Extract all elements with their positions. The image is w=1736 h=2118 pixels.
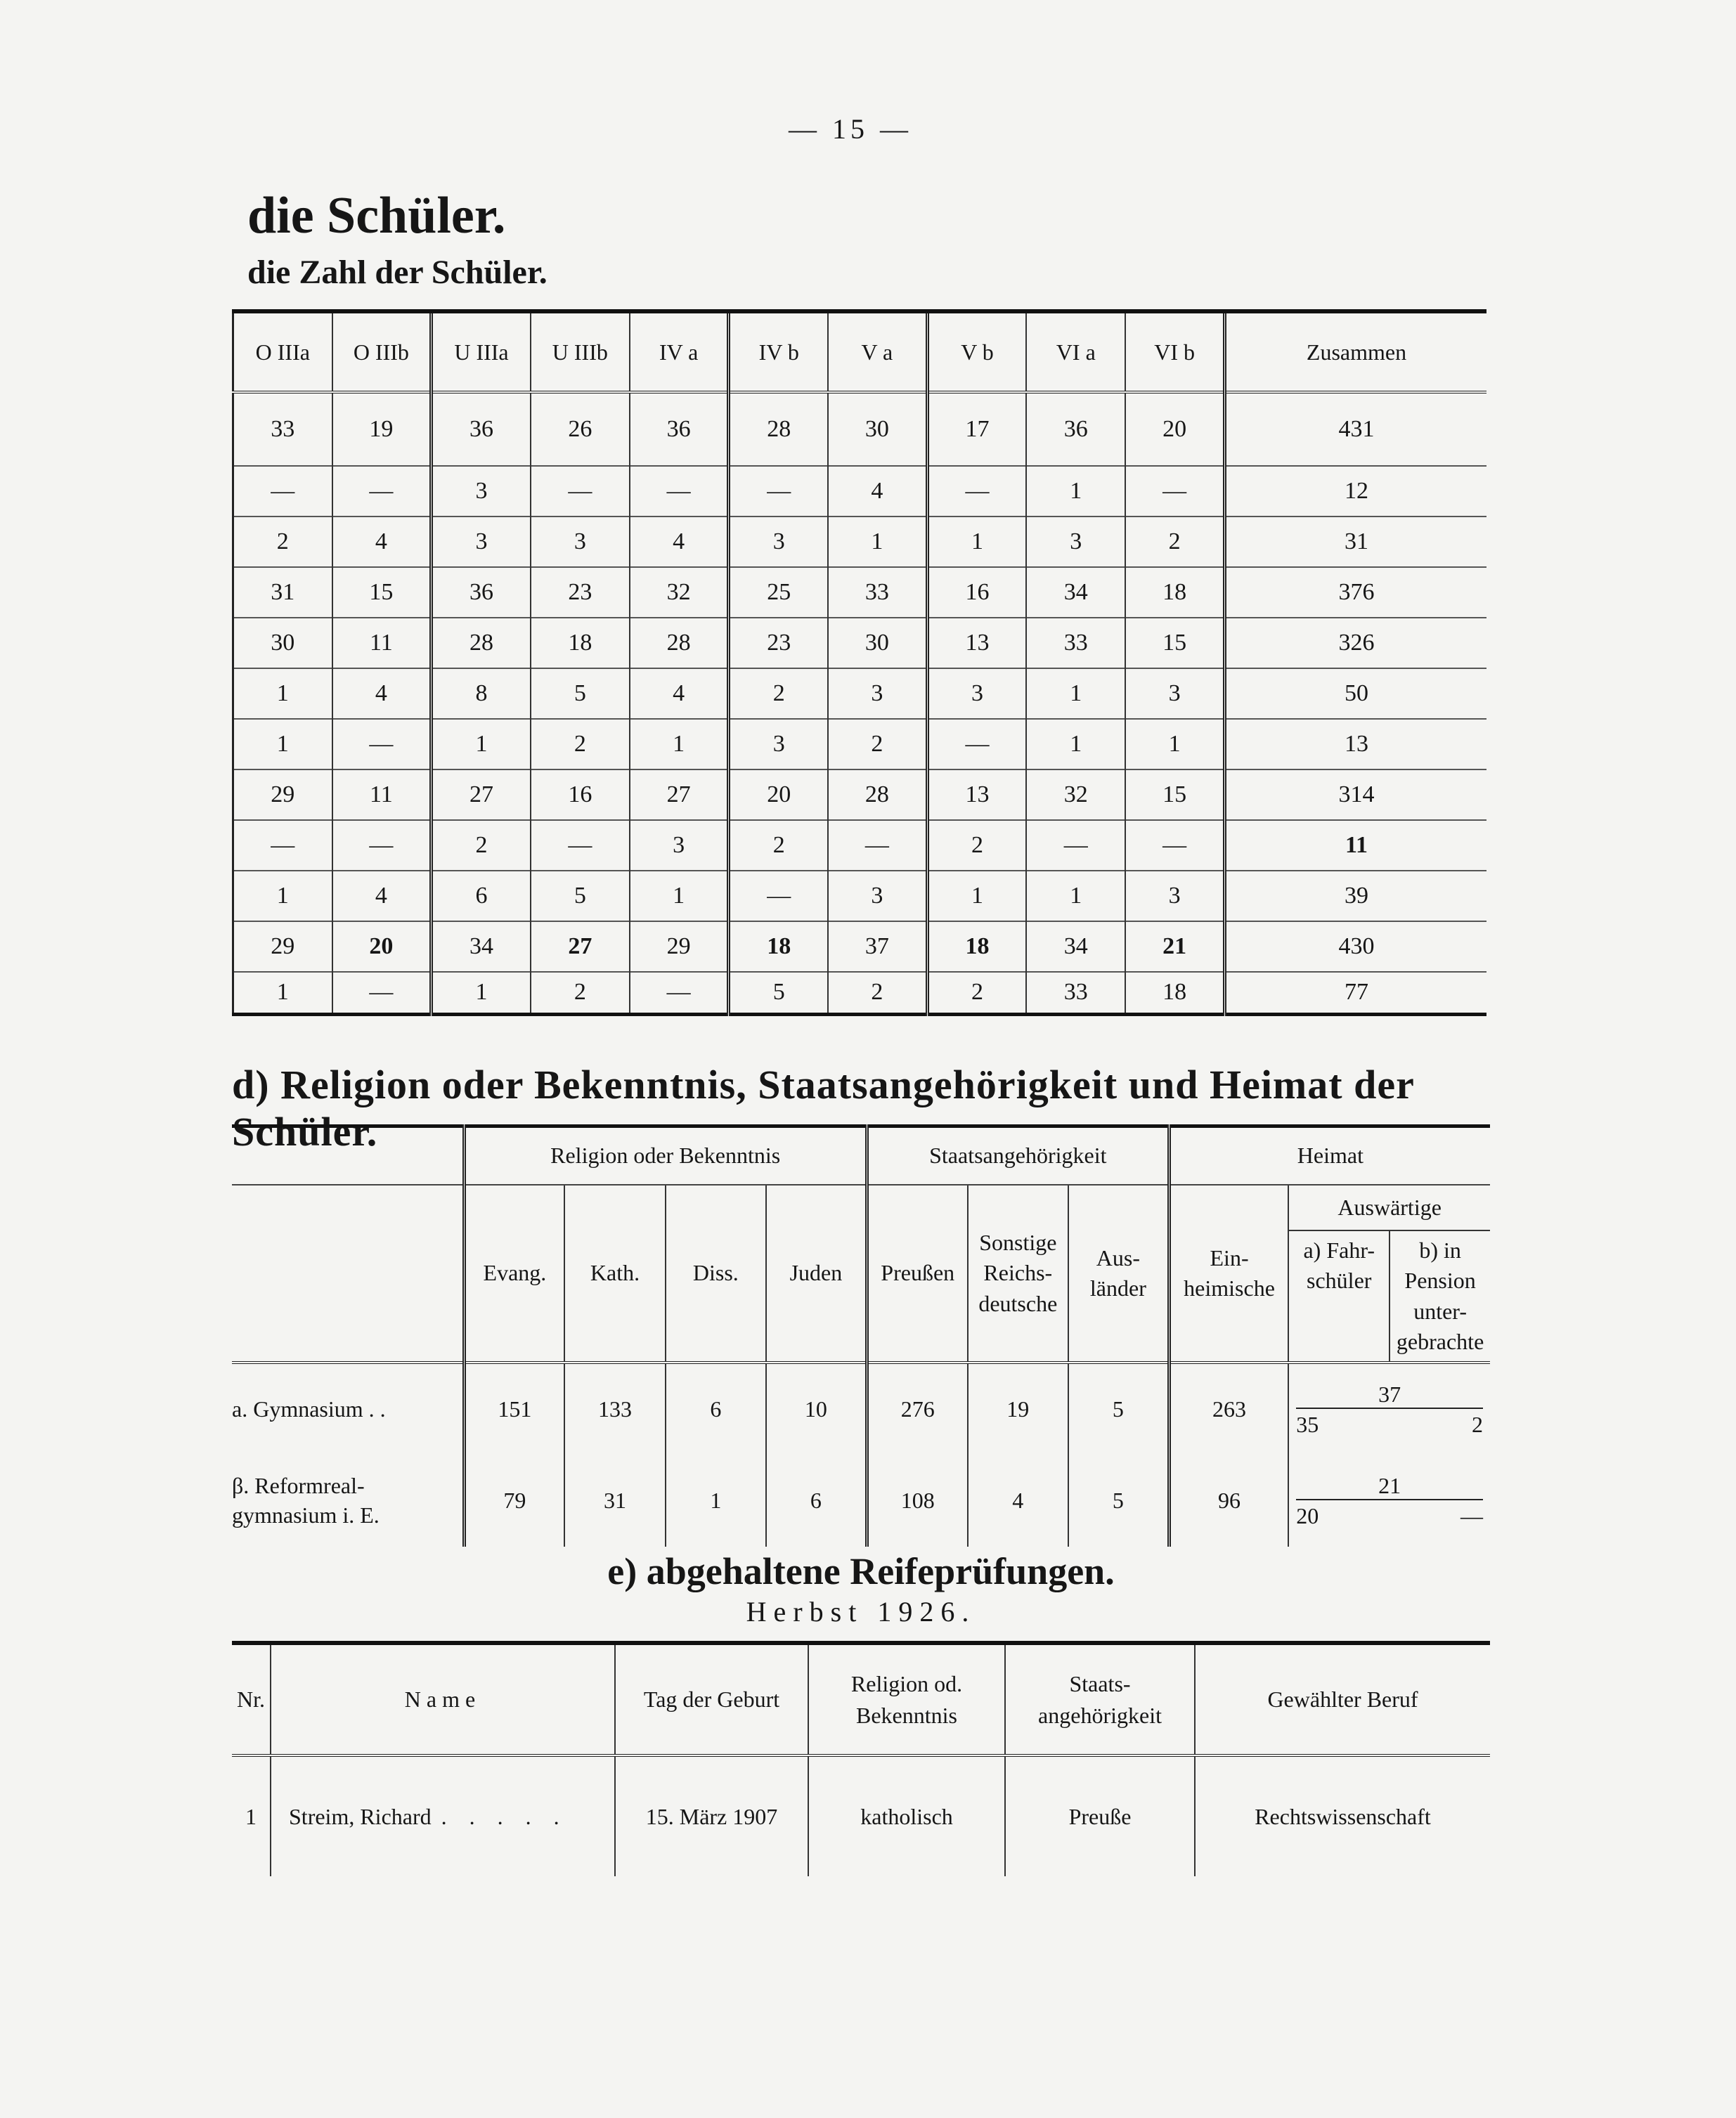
auswaertige-header: [1288, 1185, 1490, 1363]
table-cell: 15. März 1907: [615, 1755, 808, 1876]
group-header-row: [232, 1126, 1490, 1185]
table-cell: 4: [828, 466, 927, 516]
table-cell: —: [630, 972, 729, 1014]
table-cell: 6: [432, 871, 531, 921]
table-cell: —: [828, 820, 927, 871]
table-cell: 5: [531, 871, 630, 921]
home-group-header: Heimat: [1169, 1126, 1490, 1185]
column-header: V b: [927, 311, 1026, 392]
column-header: Evang.: [464, 1185, 564, 1363]
column-header: VI a: [1026, 311, 1125, 392]
table-cell: 430: [1225, 921, 1487, 972]
table-cell: —: [233, 466, 332, 516]
table-cell: 37: [828, 921, 927, 972]
table-cell: 15: [332, 567, 432, 618]
table-cell: 27: [432, 769, 531, 820]
table-cell: 1: [233, 871, 332, 921]
table-cell: 18: [927, 921, 1026, 972]
auswaertige-total: 21: [1378, 1472, 1401, 1498]
table-cell: Preuße: [1005, 1755, 1195, 1876]
column-header: Juden: [766, 1185, 867, 1363]
table-cell: 25: [729, 567, 828, 618]
column-header: Staats- angehörigkeit: [1005, 1643, 1195, 1755]
table-cell: 108: [867, 1455, 967, 1547]
table-row: [233, 466, 1487, 516]
student-count-body: [233, 392, 1487, 1014]
table-cell: —: [332, 820, 432, 871]
table-cell: 33: [828, 567, 927, 618]
table-cell: 1: [233, 972, 332, 1014]
fahrschueler-value: 20: [1296, 1502, 1319, 1528]
table-cell: 2: [233, 516, 332, 567]
table-cell: 1: [630, 871, 729, 921]
column-header: O IIIb: [332, 311, 432, 392]
table-cell: 4: [630, 668, 729, 719]
table-cell: 32: [1026, 769, 1125, 820]
table-header-row: [232, 1643, 1490, 1755]
table-cell: 19: [332, 392, 432, 466]
table-cell: 29: [233, 921, 332, 972]
table-cell: 18: [729, 921, 828, 972]
table-cell: —: [1026, 820, 1125, 871]
pension-value: 2: [1472, 1411, 1483, 1437]
table-cell: 2: [927, 972, 1026, 1014]
auswaertige-total: 37: [1378, 1381, 1401, 1407]
auswaertige-split: [1296, 1499, 1483, 1529]
table-cell: 50: [1225, 668, 1487, 719]
table-row: [233, 392, 1487, 466]
table-cell: —: [729, 466, 828, 516]
table-cell: 2: [927, 820, 1026, 871]
table-cell: —: [531, 820, 630, 871]
nationality-group-header: Staatsangehörigkeit: [867, 1126, 1169, 1185]
table-cell: —: [927, 719, 1026, 769]
table-cell: 18: [1125, 567, 1224, 618]
table-cell: 26: [531, 392, 630, 466]
table-cell: 5: [531, 668, 630, 719]
column-header: O IIIa: [233, 311, 332, 392]
table-cell: 3: [531, 516, 630, 567]
table-cell: 28: [630, 618, 729, 668]
table-row: [232, 1455, 1490, 1547]
table-cell: 20: [729, 769, 828, 820]
table-cell: 20: [1125, 392, 1224, 466]
table-cell: 23: [729, 618, 828, 668]
table-cell: 1: [630, 719, 729, 769]
table-cell: 2: [531, 972, 630, 1014]
table-cell: —: [1125, 820, 1224, 871]
table-cell: Rechtswissenschaft: [1195, 1755, 1490, 1876]
table-cell: 12: [1225, 466, 1487, 516]
table-row: [233, 820, 1487, 871]
table-cell: 30: [233, 618, 332, 668]
table-cell: 1: [1026, 466, 1125, 516]
table-cell: 1: [666, 1455, 766, 1547]
table-cell: 17: [927, 392, 1026, 466]
table-row: [233, 921, 1487, 972]
column-header: V a: [828, 311, 927, 392]
column-header: Zusammen: [1225, 311, 1487, 392]
table-cell: 96: [1169, 1455, 1288, 1547]
table-row: [233, 567, 1487, 618]
table-cell: 31: [1225, 516, 1487, 567]
row-label: a. Gymnasium . .: [232, 1396, 386, 1422]
table-cell: 1: [927, 516, 1026, 567]
table-cell: 3: [1026, 516, 1125, 567]
column-header: U IIIa: [432, 311, 531, 392]
exam-body: [232, 1755, 1490, 1876]
table-cell: 3: [927, 668, 1026, 719]
table-row: [233, 618, 1487, 668]
table-cell: katholisch: [808, 1755, 1005, 1876]
table-cell: 2: [828, 972, 927, 1014]
table-cell: 2: [729, 668, 828, 719]
table-cell: 4: [968, 1455, 1068, 1547]
table-cell: 1: [432, 719, 531, 769]
table-cell: 34: [1026, 921, 1125, 972]
table-cell: 20: [332, 921, 432, 972]
table-cell: 3: [828, 668, 927, 719]
table-cell: 77: [1225, 972, 1487, 1014]
table-cell: 1: [1026, 871, 1125, 921]
student-name: Streim, Richard: [289, 1803, 432, 1829]
table-cell: 28: [432, 618, 531, 668]
table-cell: 3: [432, 516, 531, 567]
table-cell: 31: [564, 1455, 665, 1547]
religion-nationality-body: [232, 1363, 1490, 1547]
table-cell: 30: [828, 392, 927, 466]
pension-value: —: [1460, 1502, 1483, 1528]
table-cell: 11: [332, 769, 432, 820]
table-cell: 151: [464, 1363, 564, 1455]
table-cell: 3: [1125, 871, 1224, 921]
table-cell: 32: [630, 567, 729, 618]
auswaertige-split: [1296, 1408, 1483, 1438]
table-cell: 36: [1026, 392, 1125, 466]
column-header: b) in Pension unter- gebrachte: [1389, 1231, 1490, 1361]
table-cell: 18: [531, 618, 630, 668]
table-cell: 1: [1026, 719, 1125, 769]
table-cell: 3: [630, 820, 729, 871]
table-row: [233, 516, 1487, 567]
auswaertige-cell: [1288, 1363, 1490, 1455]
auswaertige-label: Auswärtige: [1289, 1185, 1490, 1231]
table-cell: 21: [1125, 921, 1224, 972]
table-cell: 276: [867, 1363, 967, 1455]
table-cell: 27: [531, 921, 630, 972]
table-row: [232, 1363, 1490, 1455]
table-cell: 39: [1225, 871, 1487, 921]
table-cell: 4: [332, 871, 432, 921]
column-header: Gewählter Beruf: [1195, 1643, 1490, 1755]
table-cell: 3: [1125, 668, 1224, 719]
table-cell: 5: [729, 972, 828, 1014]
table-cell: 6: [766, 1455, 867, 1547]
section-heading-d: d) Religion oder Bekenntnis, Staatsangehörigkeit und Heimat der Schüler.: [232, 1062, 1414, 1155]
student-count-table: [232, 309, 1486, 1016]
table-row: [232, 1755, 1490, 1876]
table-cell: —: [332, 719, 432, 769]
fahrschueler-value: 35: [1296, 1411, 1319, 1437]
table-cell: 2: [828, 719, 927, 769]
table-cell: 79: [464, 1455, 564, 1547]
table-cell: 11: [1225, 820, 1487, 871]
column-header: IV a: [630, 311, 729, 392]
column-header: Tag der Geburt: [615, 1643, 808, 1755]
table-cell: 29: [233, 769, 332, 820]
table-cell: 15: [1125, 618, 1224, 668]
table-cell: 2: [531, 719, 630, 769]
table-cell: 3: [729, 516, 828, 567]
table-cell: 31: [233, 567, 332, 618]
table-cell: 28: [828, 769, 927, 820]
table-cell: 23: [531, 567, 630, 618]
column-header-row: [232, 1185, 1490, 1363]
table-cell: 16: [531, 769, 630, 820]
table-cell: 1: [233, 668, 332, 719]
table-cell: 431: [1225, 392, 1487, 466]
table-cell: —: [927, 466, 1026, 516]
column-header: Religion od. Bekenntnis: [808, 1643, 1005, 1755]
blank-header: [232, 1126, 464, 1185]
column-header: Ein- heimische: [1169, 1185, 1288, 1363]
table-cell: 36: [432, 392, 531, 466]
auswaertige-cell: [1288, 1455, 1490, 1547]
table-row: [233, 719, 1487, 769]
table-cell: 1: [1125, 719, 1224, 769]
column-header: Nr.: [232, 1643, 271, 1755]
table-cell: 36: [630, 392, 729, 466]
row-label: β. Reformreal- gymnasium i. E.: [232, 1473, 380, 1528]
exam-table: [232, 1641, 1490, 1876]
exam-term: Herbst 1926.: [746, 1596, 976, 1628]
table-cell: 5: [1068, 1363, 1169, 1455]
column-header: Preußen: [867, 1185, 967, 1363]
table-cell: 16: [927, 567, 1026, 618]
blank-header: [232, 1185, 464, 1363]
leader-dots: . . . . .: [441, 1803, 568, 1829]
column-header: Name: [271, 1643, 615, 1755]
table-row: [233, 668, 1487, 719]
table-cell: 2: [432, 820, 531, 871]
table-cell: 33: [1026, 618, 1125, 668]
table-cell: 34: [432, 921, 531, 972]
table-cell: —: [332, 466, 432, 516]
column-header: IV b: [729, 311, 828, 392]
page-subtitle: die Zahl der Schüler.: [247, 254, 548, 291]
table-cell: —: [1125, 466, 1224, 516]
name-cell: [271, 1755, 615, 1876]
table-cell: —: [630, 466, 729, 516]
religion-group-header: Religion oder Bekenntnis: [464, 1126, 867, 1185]
table-cell: 3: [729, 719, 828, 769]
column-header: VI b: [1125, 311, 1224, 392]
table-cell: 3: [432, 466, 531, 516]
column-header: Kath.: [564, 1185, 665, 1363]
table-cell: 13: [927, 618, 1026, 668]
table-cell: —: [233, 820, 332, 871]
column-header: Aus- länder: [1068, 1185, 1169, 1363]
column-header: a) Fahr- schüler: [1303, 1237, 1375, 1294]
table-cell: 13: [1225, 719, 1487, 769]
table-cell: 10: [766, 1363, 867, 1455]
table-cell: 1: [927, 871, 1026, 921]
column-header: Diss.: [666, 1185, 766, 1363]
table-row: [233, 769, 1487, 820]
table-cell: 133: [564, 1363, 665, 1455]
table-cell: 4: [332, 516, 432, 567]
table-row: [233, 871, 1487, 921]
table-cell: 5: [1068, 1455, 1169, 1547]
table-cell: 1: [828, 516, 927, 567]
section-heading-e: e) abgehaltene Reifeprüfungen.: [607, 1550, 1115, 1592]
table-cell: —: [729, 871, 828, 921]
table-cell: 326: [1225, 618, 1487, 668]
table-cell: 34: [1026, 567, 1125, 618]
table-cell: 6: [666, 1363, 766, 1455]
table-cell: 15: [1125, 769, 1224, 820]
table-cell: 33: [233, 392, 332, 466]
page-number: — 15 —: [789, 113, 912, 145]
table-cell: 11: [332, 618, 432, 668]
table-cell: 33: [1026, 972, 1125, 1014]
table-row: [233, 972, 1487, 1014]
table-cell: 8: [432, 668, 531, 719]
table-cell: 1: [432, 972, 531, 1014]
table-cell: 27: [630, 769, 729, 820]
table-cell: 28: [729, 392, 828, 466]
table-cell: 4: [332, 668, 432, 719]
religion-nationality-table: [232, 1124, 1490, 1547]
table-cell: 1: [233, 719, 332, 769]
table-cell: 1: [1026, 668, 1125, 719]
table-cell: 36: [432, 567, 531, 618]
table-cell: 263: [1169, 1363, 1288, 1455]
table-header-row: [233, 311, 1487, 392]
table-cell: 19: [968, 1363, 1068, 1455]
table-cell: —: [531, 466, 630, 516]
column-header: U IIIb: [531, 311, 630, 392]
table-cell: 3: [828, 871, 927, 921]
table-cell: 13: [927, 769, 1026, 820]
table-cell: 29: [630, 921, 729, 972]
table-cell: 18: [1125, 972, 1224, 1014]
table-cell: 1: [245, 1803, 257, 1829]
table-cell: 314: [1225, 769, 1487, 820]
table-cell: 2: [1125, 516, 1224, 567]
table-cell: —: [332, 972, 432, 1014]
column-header: Sonstige Reichs- deutsche: [968, 1185, 1068, 1363]
table-cell: 376: [1225, 567, 1487, 618]
table-cell: 2: [729, 820, 828, 871]
table-cell: 30: [828, 618, 927, 668]
page-title: die Schüler.: [247, 187, 506, 245]
table-cell: 4: [630, 516, 729, 567]
